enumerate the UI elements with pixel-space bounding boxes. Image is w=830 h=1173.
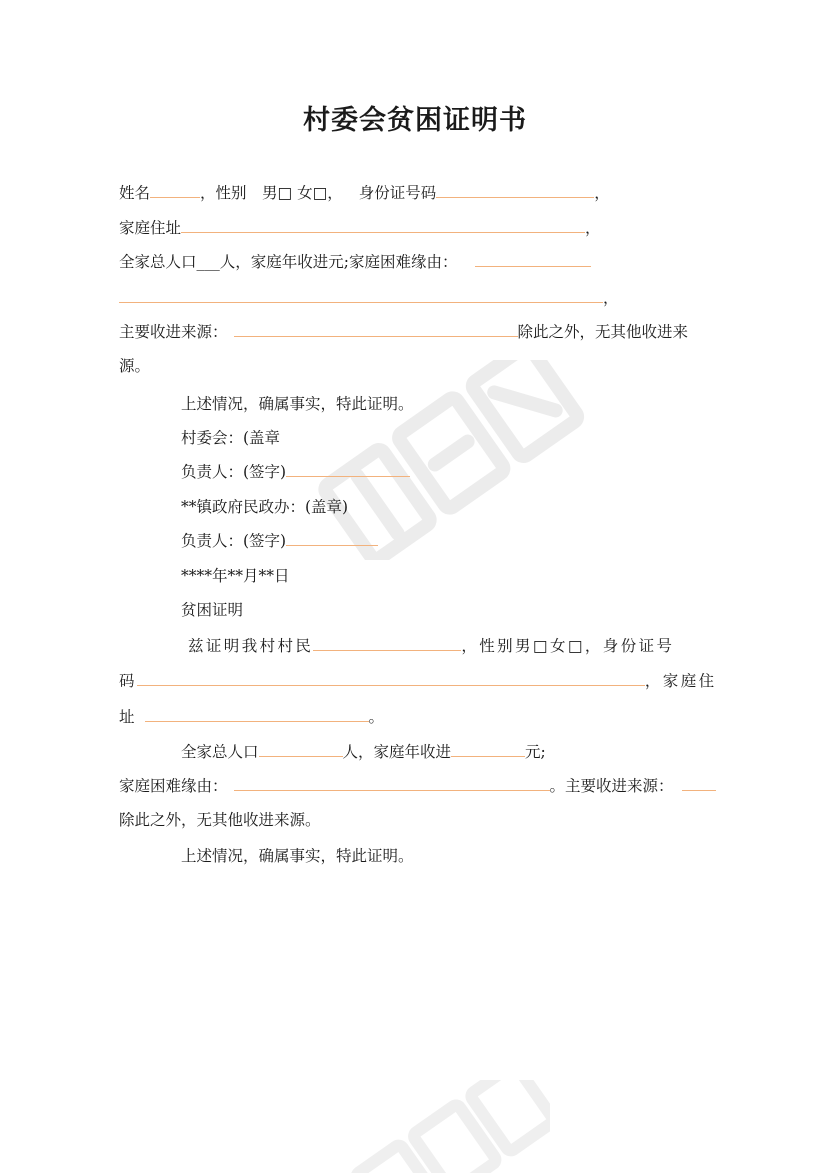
line-id-address [119,666,725,696]
comma: ， [585,219,601,237]
watermark-bottom [330,1080,550,1173]
line-person2 [181,526,725,556]
line-population-reason [119,247,725,277]
village-seal: 村委会：(盖章 [181,429,281,447]
income-source-label-2: 。主要收进来源： [549,777,674,795]
gender-text: ，性别 男□ 女□， [200,184,343,202]
income-blank [234,318,518,337]
address-blank-2 [145,703,369,722]
confirm-text: 上述情况，确属事实，特此证明。 [181,395,414,413]
address-label: 家庭住址 [119,219,182,237]
comma: ， [603,289,619,307]
person1-signature-blank [286,458,410,477]
income-amount-blank [451,738,525,757]
yuan-text: 元; [525,743,546,761]
line-income-wrap: 源。 [119,357,151,375]
certify-text: 兹证明我村村民 [188,637,314,655]
id-label-2: 码 [119,672,137,690]
reason-blank [475,248,591,267]
line-certify [188,631,732,661]
line-address [119,213,725,243]
line-income-source [119,317,725,347]
page-title: 村委会贫困证明书 [303,105,527,136]
date-text: ****年**月**日 [181,567,290,585]
line-reason-continued [119,283,725,313]
address-tail-label: 址 [119,708,135,726]
income-label: 主要收进来源： [119,323,228,341]
population-blank [259,738,343,757]
population-reason-text: 全家总人口___人，家庭年收进元;家庭困难缘由： [119,253,458,271]
reason-label-2: 家庭困难缘由： [119,777,228,795]
comma: ， [594,184,610,202]
reason-blank-3 [234,772,550,791]
income-tail: 除此之外，无其他收进来 [517,323,689,341]
line-no-other-income: 除此之外，无其他收进来源。 [119,811,321,829]
id-blank [436,179,594,198]
line-person1 [181,457,725,487]
person2-signature-blank [286,527,378,546]
period: 。 [368,708,385,726]
confirm-text-2: 上述情况，确属事实，特此证明。 [181,847,414,865]
line-address-2 [119,702,725,732]
reason-blank-2 [119,284,603,303]
income-label-2: 人，家庭年收进 [342,743,452,761]
section2-heading: 贫困证明 [181,601,244,619]
gender-id-text: ，性别男□女□，身份证号 [461,637,675,655]
income-source-blank [682,772,716,791]
name-blank [150,179,200,198]
line-population-2 [181,737,725,767]
town-seal: **镇政府民政办：(盖章) [181,498,349,516]
id-blank-2 [137,667,645,686]
name-label: 姓名 [119,184,151,202]
line-reason-2 [119,771,725,801]
villager-name-blank [313,632,461,651]
address-blank [181,214,585,233]
address-label-2: ，家庭住 [644,672,717,690]
person2-label: 负责人：(签字) [181,532,287,550]
id-label: 身份证号码 [358,184,437,202]
person1-label: 负责人：(签字) [181,463,287,481]
line-name-gender-id [119,178,725,208]
population-label: 全家总人口 [181,743,259,761]
